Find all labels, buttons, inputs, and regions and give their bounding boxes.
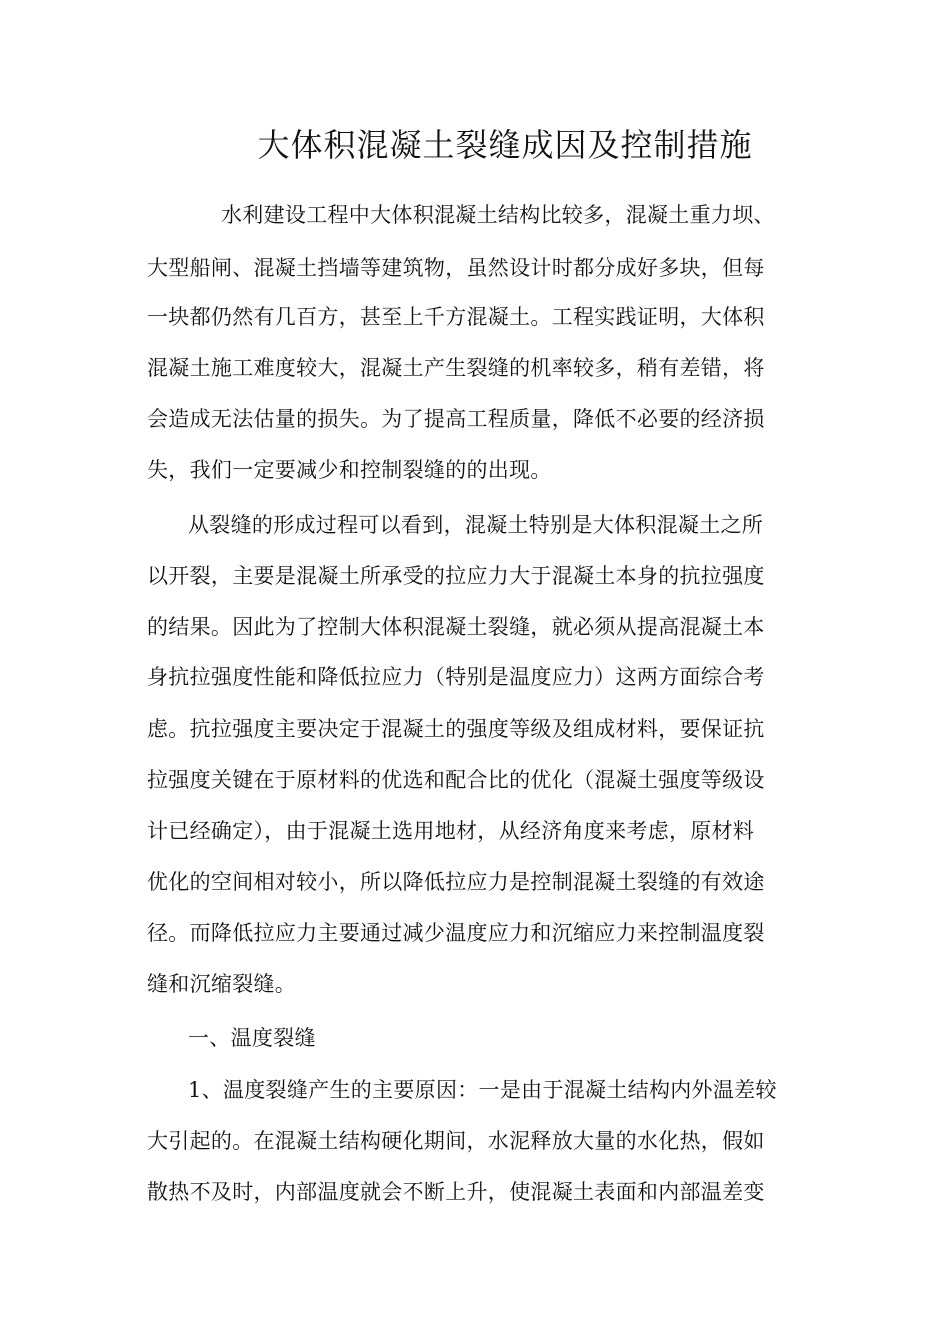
paragraph-line: 大型船闸、混凝土挡墙等建筑物，虽然设计时都分成好多块，但每 <box>147 256 765 280</box>
document-title: 大体积混凝土裂缝成因及控制措施 <box>257 126 753 164</box>
paragraph-line: 混凝土施工难度较大，混凝土产生裂缝的机率较多，稍有差错，将 <box>147 356 765 380</box>
paragraph-line: 会造成无法估量的损失。为了提高工程质量，降低不必要的经济损 <box>147 407 765 431</box>
paragraph-line: 身抗拉强度性能和降低拉应力（特别是温度应力）这两方面综合考 <box>147 665 765 689</box>
paragraph-line: 以开裂，主要是混凝土所承受的拉应力大于混凝土本身的抗拉强度 <box>147 564 765 588</box>
paragraph-line: 优化的空间相对较小，所以降低拉应力是控制混凝土裂缝的有效途 <box>147 870 765 894</box>
paragraph-line: 虑。抗拉强度主要决定于混凝土的强度等级及组成材料，要保证抗 <box>147 717 765 741</box>
paragraph-line: 从裂缝的形成过程可以看到，混凝土特别是大体积混凝土之所 <box>188 513 764 537</box>
paragraph-line: 一块都仍然有几百方，甚至上千方混凝土。工程实践证明，大体积 <box>147 305 765 329</box>
paragraph-line: 缝和沉缩裂缝。 <box>147 972 297 996</box>
section-heading: 一、温度裂缝 <box>188 1026 316 1050</box>
paragraph-line: 散热不及时，内部温度就会不断上升，使混凝土表面和内部温差变 <box>147 1180 765 1204</box>
paragraph-line: 失，我们一定要减少和控制裂缝的的出现。 <box>147 458 552 482</box>
paragraph-line: 大引起的。在混凝土结构硬化期间，水泥释放大量的水化热，假如 <box>147 1129 765 1153</box>
paragraph-line: 径。而降低拉应力主要通过减少温度应力和沉缩应力来控制温度裂 <box>147 921 765 945</box>
paragraph-line: 拉强度关键在于原材料的优选和配合比的优化（混凝土强度等级设 <box>147 768 765 792</box>
paragraph-line: 的结果。因此为了控制大体积混凝土裂缝，就必须从提高混凝土本 <box>147 615 765 639</box>
paragraph-line: 计已经确定），由于混凝土选用地材，从经济角度来考虑，原材料 <box>147 819 755 843</box>
paragraph-line: 水利建设工程中大体积混凝土结构比较多，混凝土重力坝、 <box>221 203 775 227</box>
paragraph-line: 1、温度裂缝产生的主要原因：一是由于混凝土结构内外温差较 <box>188 1078 777 1102</box>
